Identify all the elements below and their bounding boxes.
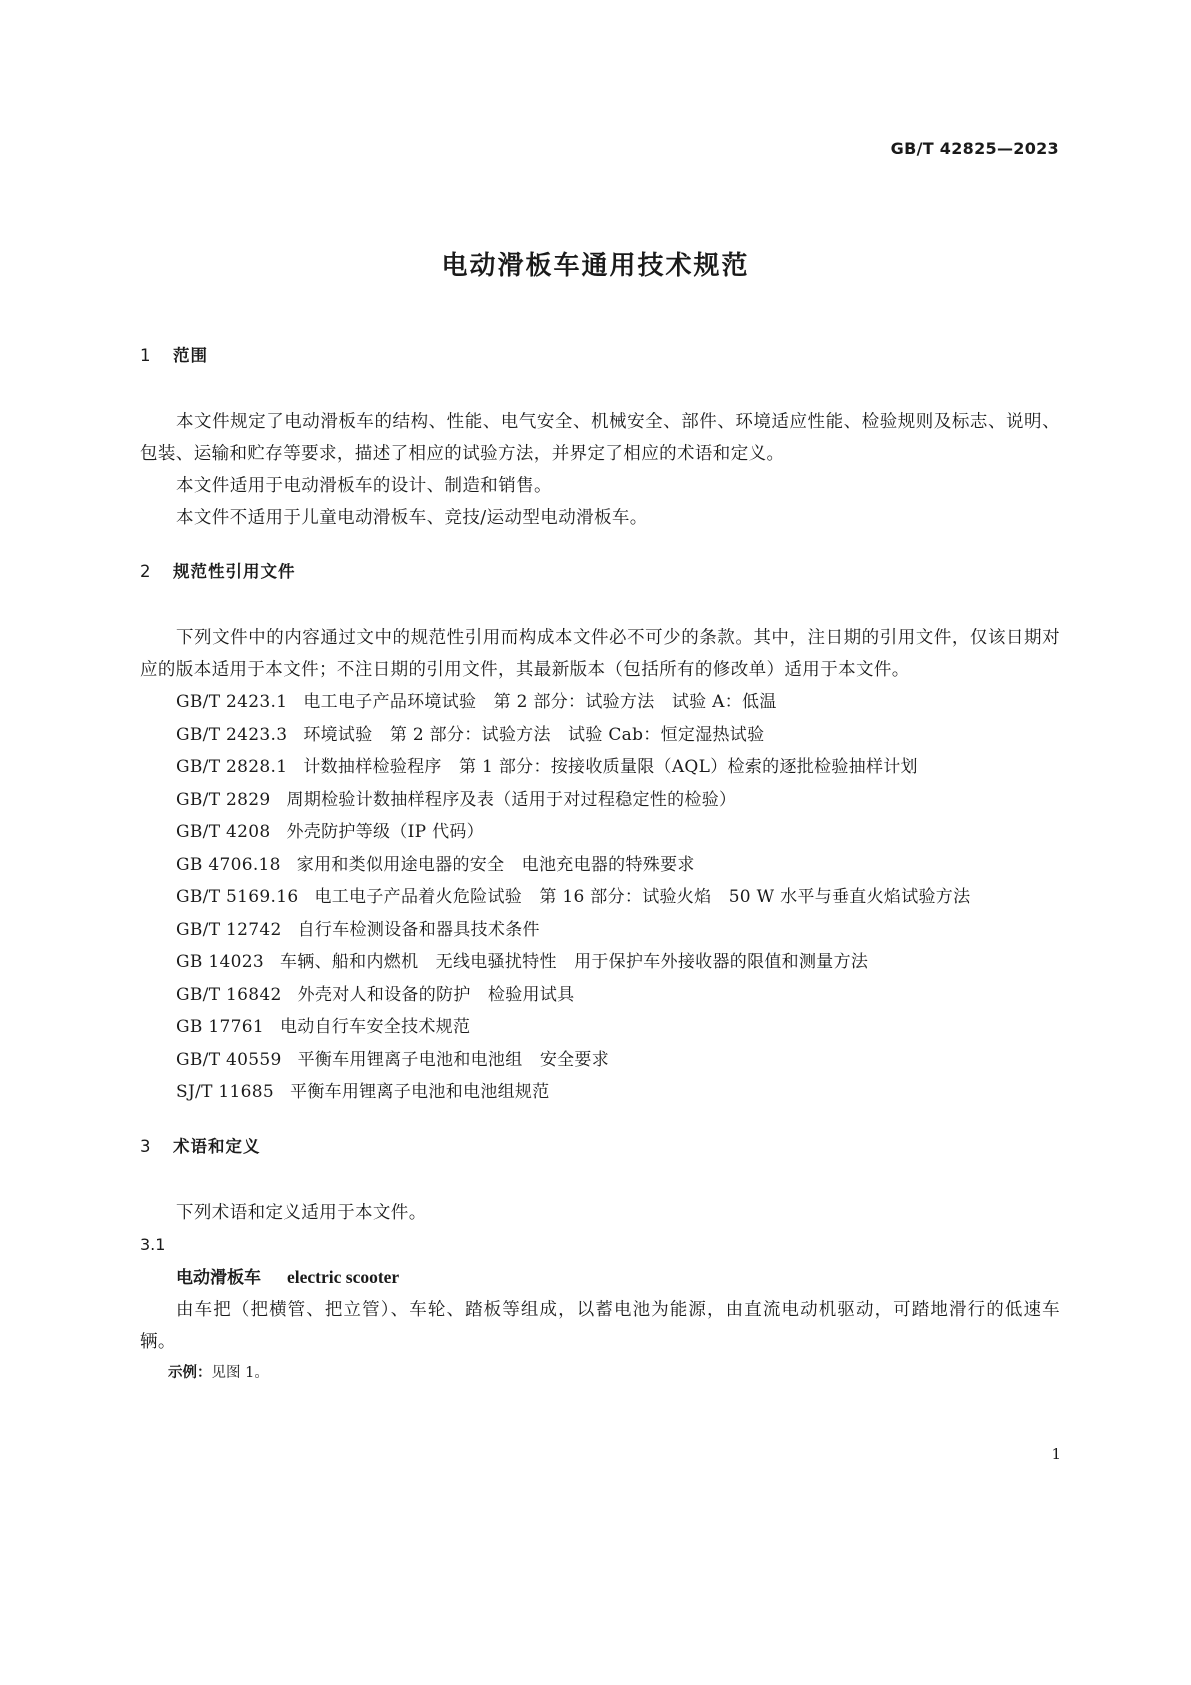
reference-code: GB/T 4208 [176,822,271,842]
reference-title: 电工电子产品着火危险试验 第 16 部分：试验火焰 50 W 水平与垂直火焰试验方法 [314,887,971,907]
reference-code: GB 4706.18 [176,854,281,875]
reference-code: GB/T 5169.16 [176,887,299,907]
example-label: 示例： [168,1364,212,1381]
term-entry [140,1261,1060,1294]
reference-title: 车辆、船和内燃机 无线电骚扰特性 用于保护车外接收器的限值和测量方法 [279,952,869,972]
section-heading-normative-references [140,556,1060,588]
document-body [140,340,1060,1388]
section-title: 范围 [173,346,208,365]
reference-title: 平衡车用锂离子电池和电池组规范 [290,1082,550,1102]
terms-intro: 下列术语和定义适用于本文件。 [176,1202,427,1223]
reference-code: SJ/T 11685 [176,1082,275,1102]
reference-item [140,849,1060,882]
section-heading-terms [140,1131,1060,1163]
section-number: 1 [140,346,152,365]
reference-item [140,1044,1060,1077]
reference-title: 环境试验 第 2 部分：试验方法 试验 Cab：恒定湿热试验 [303,724,765,745]
reference-item [140,946,1060,979]
reference-item [140,914,1060,947]
term-chinese: 电动滑板车 [176,1267,261,1288]
reference-code: GB/T 2423.3 [176,724,288,745]
reference-item [140,1076,1060,1109]
scope-paragraph: 本文件规定了电动滑板车的结构、性能、电气安全、机械安全、部件、环境适应性能、检验规则及标志、说明、包装、运输和贮存等要求，描述了相应的试验方法，并界定了相应的术语和定义。 [140,412,1060,464]
reference-code: GB/T 2828.1 [176,757,288,777]
reference-title: 平衡车用锂离子电池和电池组 安全要求 [297,1049,610,1070]
term-example [140,1358,1060,1388]
reference-code: GB/T 2829 [176,789,271,810]
term-definition: 由车把（把横管、把立管）、车轮、踏板等组成，以蓄电池为能源，由直流电动机驱动，可踏地滑行的低速车辆。 [140,1299,1060,1352]
term-english: electric scooter [287,1266,400,1287]
scope-paragraph: 本文件不适用于儿童电动滑板车、竞技/运动型电动滑板车。 [176,508,648,528]
standard-code: GB/T 42825—2023 [890,139,1059,158]
reference-title: 外壳防护等级（IP 代码） [286,822,484,842]
reference-code: GB/T 40559 [176,1049,282,1070]
reference-title: 家用和类似用途电器的安全 电池充电器的特殊要求 [296,854,695,875]
reference-item [140,686,1060,719]
page-number: 1 [1051,1445,1061,1463]
reference-title: 自行车检测设备和器具技术条件 [297,919,540,940]
section-number: 3 [140,1136,152,1156]
term-number: 3.1 [140,1234,166,1254]
reference-item [140,719,1060,752]
reference-item [140,979,1060,1012]
normative-intro: 下列文件中的内容通过文中的规范性引用而构成本文件必不可少的条款。其中，注日期的引用文件，仅该日期对应的版本适用于本文件；不注日期的引用文件，其最新版本（包括所有的修改单）适用于本文件。 [140,628,1060,680]
reference-list [140,686,1060,1109]
section-number: 2 [140,562,152,581]
reference-title: 周期检验计数抽样程序及表（适用于对过程稳定性的检验） [286,789,737,810]
reference-title: 电动自行车安全技术规范 [279,1017,471,1037]
reference-title: 计数抽样检验程序 第 1 部分：按接收质量限（AQL）检索的逐批检验抽样计划 [303,757,918,777]
section-title: 规范性引用文件 [173,562,296,581]
reference-code: GB/T 16842 [176,984,282,1005]
reference-item [140,881,1060,914]
reference-code: GB/T 2423.1 [176,692,288,712]
document-title: 电动滑板车通用技术规范 [441,251,750,281]
example-text: 见图 1。 [211,1364,269,1381]
reference-item [140,751,1060,784]
reference-item [140,1011,1060,1044]
reference-code: GB 14023 [176,952,264,972]
reference-code: GB 17761 [176,1017,264,1037]
reference-item [140,784,1060,817]
reference-item [140,816,1060,849]
reference-title: 电工电子产品环境试验 第 2 部分：试验方法 试验 A：低温 [303,692,777,712]
reference-code: GB/T 12742 [176,919,282,940]
reference-title: 外壳对人和设备的防护 检验用试具 [297,984,575,1005]
section-title: 术语和定义 [173,1136,261,1156]
scope-paragraph: 本文件适用于电动滑板车的设计、制造和销售。 [176,476,552,496]
section-heading-scope [140,340,1060,372]
